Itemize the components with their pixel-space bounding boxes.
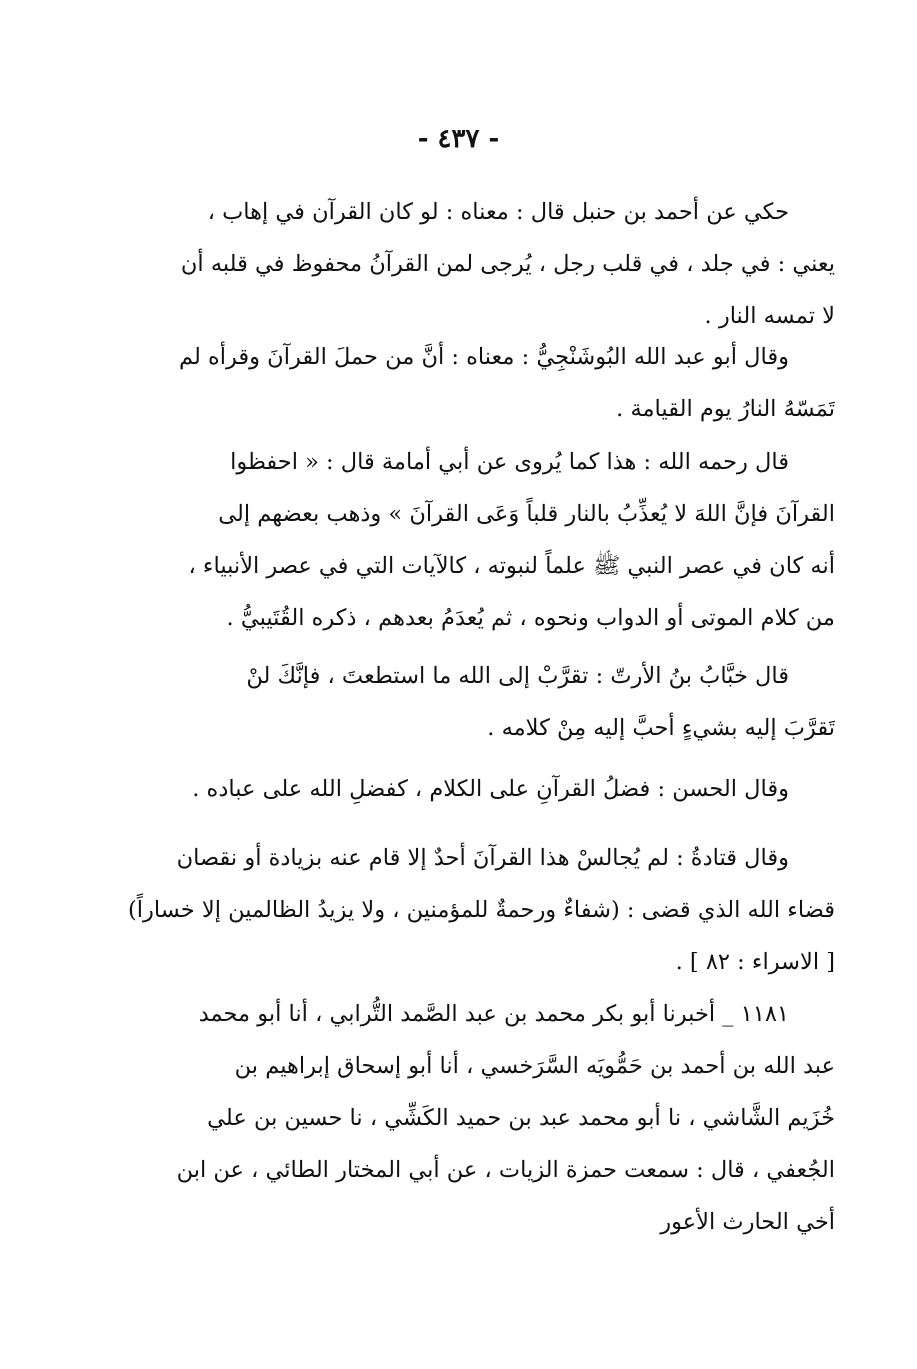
- paragraph-khabbab: [80, 650, 835, 754]
- paragraph-hasan: [80, 763, 835, 815]
- text-line: من كلام الموتى أو الدواب ونحوه ، ثم يُعدَمُ بعدهم ، ذكره القُتَيبيُّ .: [226, 605, 835, 631]
- text-line: قال خبَّابُ بنُ الأرتّ : تقرَّبْ إلى الله ما استطعتَ ، فإنَّكَ لنْ: [246, 663, 789, 689]
- text-line: عبد الله بن أحمد بن حَمُّويَه السَّرَخسي ، أنا أبو إسحاق إبراهيم بن: [234, 1053, 835, 1079]
- text-line: وقال قتادةُ : لم يُجالسْ هذا القرآنَ أحدٌ إلا قام عنه بزيادة أو نقصان: [176, 845, 789, 871]
- text-line: قال رحمه الله : هذا كما يُروى عن أبي أمامة قال : « احفظوا: [230, 449, 789, 475]
- text-line: حكي عن أحمد بن حنبل قال : معناه : لو كان القرآن في إهاب ،: [207, 199, 789, 225]
- text-line: [ الاسراء : ٨٢ ] .: [675, 949, 835, 975]
- text-line: أخي الحارث الأعور: [660, 1209, 835, 1235]
- text-line: ١١٨١ _ أخبرنا أبو بكر محمد بن عبد الصَّمد التُّرابي ، أنا أبو محمد: [198, 1001, 789, 1027]
- text-line: وقال الحسن : فضلُ القرآنِ على الكلام ، كفضلِ الله على عباده .: [192, 776, 789, 802]
- page-number: - ٤٣٧ -: [417, 124, 500, 154]
- text-line: وقال أبو عبد الله البُوشَنْجِيُّ : معناه : أنَّ من حملَ القرآنَ وقرأه لم: [178, 344, 789, 370]
- text-line: تَمَسّهُ النارُ يوم القيامة .: [616, 396, 835, 422]
- text-line: خُزَيم الشَّاشي ، نا أبو محمد عبد بن حميد الكَشِّي ، نا حسين بن علي: [207, 1105, 835, 1131]
- text-line: قضاء الله الذي قضى : (شفاءٌ ورحمةٌ للمؤمنين ، ولا يزيدُ الظالمين إلا خساراً): [127, 897, 835, 923]
- paragraph-qatada: [80, 832, 835, 988]
- paragraph-hadith-1181: [80, 988, 835, 1248]
- text-line: لا تمسه النار .: [704, 303, 835, 329]
- paragraph-abu-umama: [80, 436, 835, 644]
- paragraph-bushanji: [80, 331, 835, 435]
- text-line: أنه كان في عصر النبي ﷺ علماً لنبوته ، كالآيات التي في عصر الأنبياء ،: [188, 553, 835, 579]
- text-line: الجُعفي ، قال : سمعت حمزة الزيات ، عن أبي المختار الطائي ، عن ابن: [176, 1157, 835, 1183]
- text-line: تَقرَّبَ إليه بشيءٍ أحبَّ إليه مِنْ كلامه .: [487, 715, 835, 741]
- text-line: القرآنَ فإنَّ اللهَ لا يُعذِّبُ بالنار قلباً وَعَى القرآنَ » وذهب بعضهم إلى: [218, 501, 835, 527]
- text-line: يعني : في جلد ، في قلب رجل ، يُرجى لمن القرآنُ محفوظ في قلبه أن: [180, 251, 835, 277]
- paragraph-ahmad: [80, 186, 835, 342]
